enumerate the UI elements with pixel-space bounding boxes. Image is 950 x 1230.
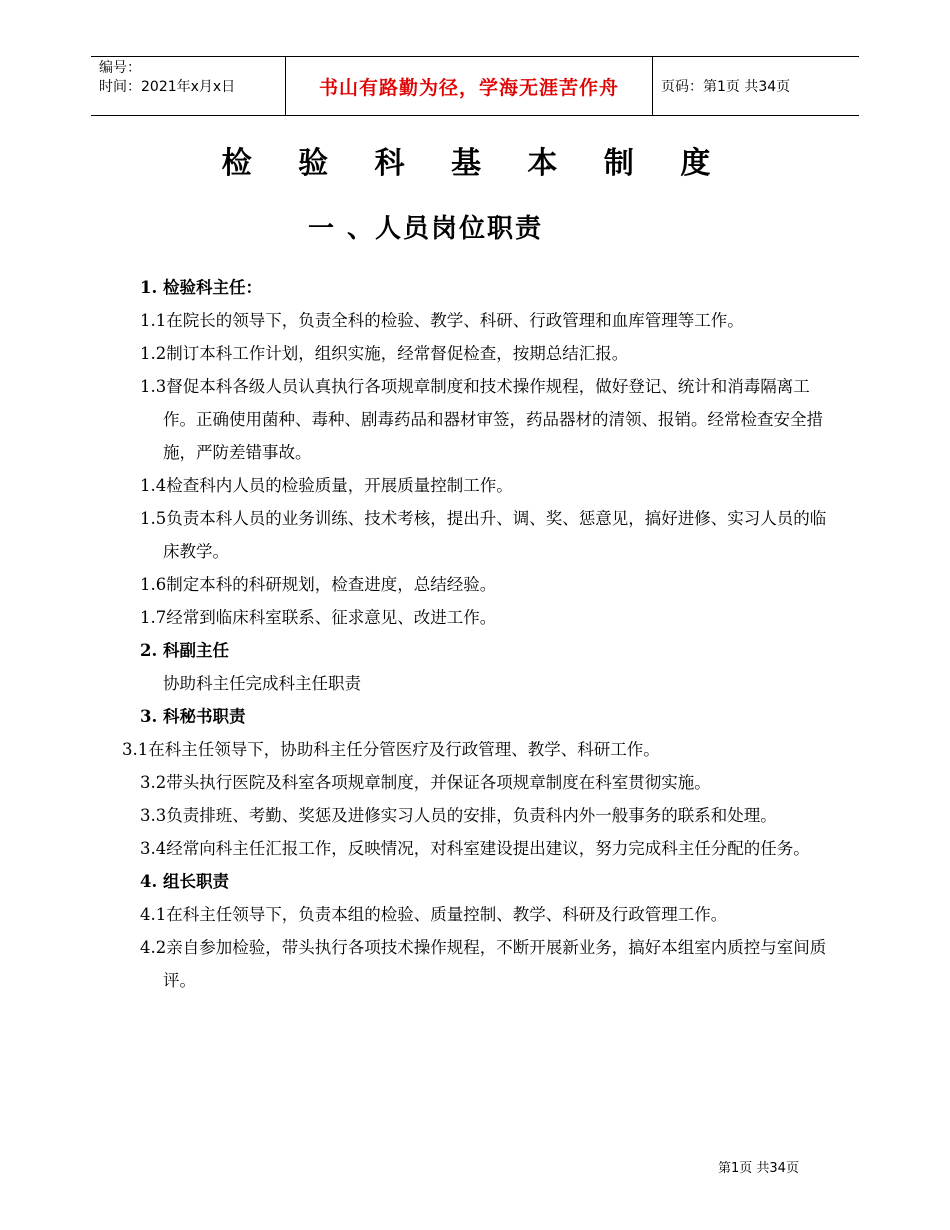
document-body — [122, 271, 830, 997]
list-item: 3.3负责排班、考勤、奖惩及进修实习人员的安排，负责科内外一般事务的联系和处理。 — [140, 806, 777, 825]
section-heading: 1. 检验科主任： — [140, 278, 262, 297]
list-item: 1.4检查科内人员的检验质量，开展质量控制工作。 — [140, 476, 513, 495]
list-item: 3.1在科主任领导下，协助科主任分管医疗及行政管理、教学、科研工作。 — [122, 740, 660, 759]
list-item: 1.3督促本科各级人员认真执行各项规章制度和技术操作规程，做好登记、统计和消毒隔离工作。正确使用菌种、毒种、剧毒药品和器材审签，药品器材的清领、报销。经常检查安全措施，严防差错事故。 — [140, 377, 823, 462]
document-title: 检 验 科 基 本 制 度 — [221, 146, 729, 181]
list-item: 1.6制定本科的科研规划，检查进度，总结经验。 — [140, 575, 497, 594]
page-footer: 第1页 共34页 — [718, 1161, 799, 1176]
section-subtitle: 一 、人员岗位职责 — [308, 214, 544, 244]
list-item: 3.2带头执行医院及科室各项规章制度，并保证各项规章制度在科室贯彻实施。 — [140, 773, 711, 792]
list-item: 4.1在科主任领导下，负责本组的检验、质量控制、教学、科研及行政管理工作。 — [140, 905, 728, 924]
list-item: 3.4经常向科主任汇报工作，反映情况，对科室建设提出建议，努力完成科主任分配的任务。 — [140, 839, 810, 858]
header-motto: 书山有路勤为径，学海无涯苦作舟 — [285, 57, 653, 115]
page-header — [91, 56, 859, 116]
section-heading: 2. 科副主任 — [140, 641, 229, 660]
section-heading: 3. 科秘书职责 — [140, 707, 246, 726]
list-item: 1.1在院长的领导下，负责全科的检验、教学、科研、行政管理和血库管理等工作。 — [140, 311, 744, 330]
list-item: 协助科主任完成科主任职责 — [163, 674, 361, 693]
list-item: 1.2制订本科工作计划，组织实施，经常督促检查，按期总结汇报。 — [140, 344, 629, 363]
document-time: 时间：2021年x月x日 — [99, 79, 236, 95]
list-item: 1.7经常到临床科室联系、征求意见、改进工作。 — [140, 608, 497, 627]
document-number-label: 编号： — [99, 60, 141, 76]
list-item: 4.2亲自参加检验，带头执行各项技术操作规程，不断开展新业务，搞好本组室内质控与室间质评。 — [140, 938, 827, 990]
list-item: 1.5负责本科人员的业务训练、技术考核，提出升、调、奖、惩意见，搞好进修、实习人员的临床教学。 — [140, 509, 827, 561]
section-heading: 4. 组长职责 — [140, 872, 229, 891]
header-page-info: 页码：第1页 共34页 — [661, 79, 791, 95]
header-meta — [91, 57, 285, 115]
